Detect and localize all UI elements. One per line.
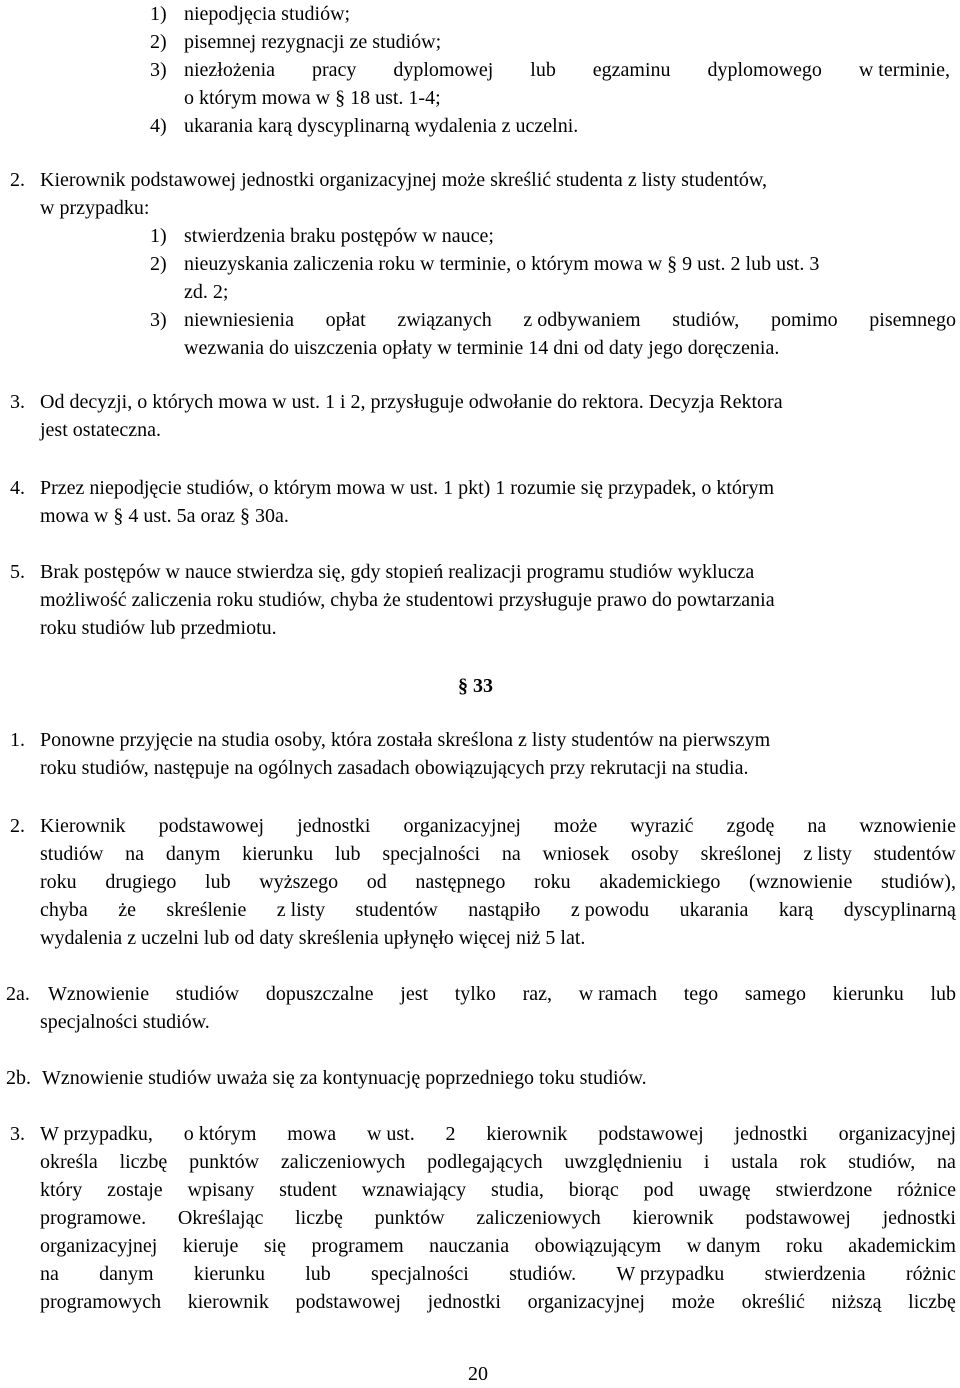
word: kierownik (632, 1207, 714, 1229)
word: punktów (189, 1151, 260, 1173)
word: wznowienie (859, 815, 956, 837)
word: może (553, 815, 598, 837)
word: na (125, 843, 145, 865)
word: liczbę (908, 1291, 956, 1313)
word: studia, (491, 1179, 544, 1201)
word: różnic (905, 1263, 956, 1285)
word: organizacyjnej (527, 1291, 645, 1313)
paragraph-number: 1. (10, 729, 25, 751)
word: liczbę (295, 1207, 343, 1229)
word: rok (799, 1151, 827, 1173)
paragraph-number: 5. (10, 561, 25, 583)
word: programowych (40, 1291, 162, 1313)
paragraph-text: Przez niepodjęcie studiów, o którym mowa w ust. 1 pkt) 1 rozumie się przypadek, o którym (40, 477, 775, 499)
list-text: ukarania karą dyscyplinarną wydalenia z uczelni. (184, 115, 579, 137)
paragraph-text: Ponowne przyjęcie na studia osoby, która została skreślona z listy studentów na pierwszym (40, 729, 771, 751)
word: organizacyjnej (838, 1123, 956, 1145)
paragraph-text (40, 896, 956, 924)
word: uwagę (698, 1179, 751, 1201)
justified-line (40, 812, 956, 840)
justified-line (40, 1204, 956, 1232)
word: wyższego (259, 871, 339, 893)
word: w ust. (366, 1123, 415, 1145)
list-number: 1) (150, 225, 167, 247)
word: W przypadku, (40, 1123, 153, 1145)
paragraph-text: Kierownik podstawowej jednostki organizacyjnej może skreślić studenta z listy studentów, (40, 169, 768, 191)
word: w terminie, (858, 59, 950, 81)
word: tylko (454, 983, 496, 1005)
word: programem (311, 1235, 404, 1257)
word: studiów (40, 843, 104, 865)
paragraph-text: Wznowienie studiów uważa się za kontynuację poprzedniego toku studiów. (42, 1067, 647, 1089)
word: studiów, (672, 309, 740, 331)
paragraph-text (48, 980, 956, 1008)
word: z listy (803, 843, 852, 865)
word: organizacyjnej (40, 1235, 158, 1257)
word: skreślenie (166, 899, 247, 921)
word: w ramach (578, 983, 657, 1005)
justified-line (40, 1288, 956, 1316)
word: pracy (312, 59, 357, 81)
word: że (118, 899, 136, 921)
word: lub (205, 871, 231, 893)
word: drugiego (105, 871, 177, 893)
list-text (184, 306, 956, 334)
word: z odbywaniem (523, 309, 641, 331)
word: uwzględnieniu (564, 1151, 683, 1173)
word: zgodę (726, 815, 775, 837)
word: niewniesienia (184, 309, 294, 331)
word: różnice (897, 1179, 956, 1201)
word: jednostki (297, 815, 371, 837)
list-text: stwierdzenia braku postępów w nauce; (184, 225, 494, 247)
word: jednostki (734, 1123, 808, 1145)
word: 2 (445, 1123, 456, 1145)
paragraph-number: 2a. (6, 983, 30, 1005)
list-number: 4) (150, 115, 167, 137)
justified-line (40, 868, 956, 896)
list-number: 2) (150, 253, 167, 275)
paragraph-text: jest ostateczna. (40, 419, 162, 441)
word: podstawowej (295, 1291, 401, 1313)
word: niezłożenia (184, 59, 276, 81)
word: skreślonej (700, 843, 782, 865)
word: (wznowienie (749, 871, 853, 893)
word: kierunku (242, 843, 314, 865)
word: studiów. (509, 1263, 577, 1285)
word: organizacyjnej (403, 815, 521, 837)
justified-line (48, 980, 956, 1008)
word: opłat (325, 309, 366, 331)
list-text: zd. 2; (184, 281, 229, 303)
paragraph-number: 2. (10, 169, 25, 191)
word: kieruje (182, 1235, 239, 1257)
word: mowa (287, 1123, 337, 1145)
word: Określając (177, 1207, 264, 1229)
word: student (279, 1179, 337, 1201)
word: określić (741, 1291, 805, 1313)
word: wpisany (187, 1179, 255, 1201)
word: dopuszczalne (265, 983, 374, 1005)
justified-line (40, 1148, 956, 1176)
word: dyscyplinarną (843, 899, 956, 921)
word: zaliczeniowych (476, 1207, 601, 1229)
word: jest (400, 983, 429, 1005)
word: podlegających (427, 1151, 543, 1173)
word: akademickim (848, 1235, 956, 1257)
paragraph-number: 3. (10, 1123, 25, 1145)
word: kierownik (486, 1123, 568, 1145)
word: lub (305, 1263, 331, 1285)
word: specjalności (382, 843, 481, 865)
list-text (184, 56, 950, 84)
word: ukarania (679, 899, 749, 921)
word: Wznowienie (48, 983, 150, 1005)
justified-line (40, 840, 956, 868)
paragraph-text (40, 1120, 956, 1148)
paragraph-text (40, 1288, 956, 1316)
word: na (40, 1263, 59, 1285)
word: z powodu (570, 899, 650, 921)
word: określa (40, 1151, 98, 1173)
word: studentów (873, 843, 956, 865)
word: związanych (397, 309, 492, 331)
paragraph-text (40, 1232, 956, 1260)
word: danym (165, 843, 221, 865)
word: o którym (183, 1123, 257, 1145)
word: Kierownik (40, 815, 126, 837)
word: nastąpiło (468, 899, 541, 921)
word: nauczania (429, 1235, 510, 1257)
word: specjalności (371, 1263, 469, 1285)
word: na (501, 843, 521, 865)
word: pod (643, 1179, 674, 1201)
word: programowe. (40, 1207, 147, 1229)
word: i (703, 1151, 710, 1173)
word: roku (534, 871, 571, 893)
word: wznawiający (361, 1179, 467, 1201)
justified-line (184, 306, 956, 334)
word: osoby (631, 843, 679, 865)
paragraph-text (40, 1148, 956, 1176)
word: niższą (831, 1291, 882, 1313)
paragraph-text: Od decyzji, o których mowa w ust. 1 i 2, przysługuje odwołanie do rektora. Decyzja Rektora (40, 391, 783, 413)
word: od (366, 871, 387, 893)
word: stwierdzone (775, 1179, 873, 1201)
word: wniosek (542, 843, 610, 865)
list-text: niepodjęcia studiów; (184, 3, 351, 25)
word: liczbę (119, 1151, 168, 1173)
word: który (40, 1179, 83, 1201)
paragraph-text: specjalności studiów. (40, 1011, 210, 1033)
paragraph-number: 4. (10, 477, 25, 499)
paragraph-number: 2b. (6, 1067, 31, 1089)
word: może (671, 1291, 715, 1313)
paragraph-text (40, 840, 956, 868)
word: biorąc (568, 1179, 619, 1201)
word: jednostki (882, 1207, 956, 1229)
word: jednostki (427, 1291, 501, 1313)
list-text: o którym mowa w § 18 ust. 1-4; (184, 87, 441, 109)
word: na (807, 815, 827, 837)
paragraph-number: 2. (10, 815, 25, 837)
word: tego (683, 983, 719, 1005)
word: następnego (415, 871, 506, 893)
word: podstawowej (598, 1123, 704, 1145)
paragraph-text: roku studiów, następuje na ogólnych zasadach obowiązujących przy rekrutacji na studia. (40, 757, 749, 779)
justified-line (40, 1232, 956, 1260)
word: studentów (355, 899, 438, 921)
word: studiów, (848, 1151, 916, 1173)
word: kierunku (832, 983, 904, 1005)
paragraph-text (40, 1260, 956, 1288)
paragraph-text: w przypadku: (40, 197, 150, 219)
paragraph-text (40, 1204, 956, 1232)
word: zostaje (107, 1179, 163, 1201)
word: karą (778, 899, 814, 921)
word: roku (40, 871, 77, 893)
word: dyplomowego (707, 59, 822, 81)
word: się (263, 1235, 287, 1257)
word: kierownik (187, 1291, 269, 1313)
word: lub (334, 843, 361, 865)
page-number: 20 (468, 1363, 488, 1385)
justified-line (40, 1176, 956, 1204)
list-number: 3) (150, 59, 167, 81)
justified-line (184, 56, 950, 84)
word: w danym (686, 1235, 761, 1257)
word: egzaminu (592, 59, 671, 81)
paragraph-text: roku studiów lub przedmiotu. (40, 617, 277, 639)
word: raz, (522, 983, 552, 1005)
word: roku (786, 1235, 823, 1257)
word: podstawowej (745, 1207, 851, 1229)
word: dyplomowej (393, 59, 494, 81)
list-number: 3) (150, 309, 167, 331)
word: punktów (374, 1207, 445, 1229)
justified-line (40, 1260, 956, 1288)
word: na (937, 1151, 956, 1173)
word: lub (530, 59, 556, 81)
word: W przypadku (616, 1263, 725, 1285)
paragraph-text (40, 868, 956, 896)
word: chyba (40, 899, 88, 921)
list-number: 2) (150, 31, 167, 53)
section-heading: § 33 (458, 675, 493, 697)
paragraph-text (40, 812, 956, 840)
word: ustala (731, 1151, 778, 1173)
justified-line (40, 1120, 956, 1148)
paragraph-text: Brak postępów w nauce stwierdza się, gdy stopień realizacji programu studiów wyklucza (40, 561, 755, 583)
word: samego (744, 983, 806, 1005)
word: studiów (175, 983, 240, 1005)
word: pisemnego (869, 309, 956, 331)
list-text: wezwania do uiszczenia opłaty w terminie 14 dni od daty jego doręczenia. (184, 337, 780, 359)
paragraph-text: mowa w § 4 ust. 5a oraz § 30a. (40, 505, 289, 527)
word: z listy (276, 899, 326, 921)
word: pomimo (770, 309, 838, 331)
word: wyrazić (630, 815, 694, 837)
word: podstawowej (158, 815, 265, 837)
word: lub (930, 983, 956, 1005)
paragraph-number: 3. (10, 391, 25, 413)
word: danym (99, 1263, 154, 1285)
paragraph-text: wydalenia z uczelni lub od daty skreślenia upłynęło więcej niż 5 lat. (40, 927, 586, 949)
word: studiów), (880, 871, 956, 893)
word: kierunku (193, 1263, 265, 1285)
word: obowiązującym (534, 1235, 662, 1257)
word: akademickiego (599, 871, 721, 893)
list-text: pisemnej rezygnacji ze studiów; (184, 31, 442, 53)
word: zaliczeniowych (280, 1151, 406, 1173)
justified-line (40, 896, 956, 924)
paragraph-text (40, 1176, 956, 1204)
word: stwierdzenia (764, 1263, 866, 1285)
list-text: nieuzyskania zaliczenia roku w terminie, o którym mowa w § 9 ust. 2 lub ust. 3 (184, 253, 820, 275)
paragraph-text: możliwość zaliczenia roku studiów, chyba że studentowi przysługuje prawo do powtarzania (40, 589, 775, 611)
list-number: 1) (150, 3, 167, 25)
